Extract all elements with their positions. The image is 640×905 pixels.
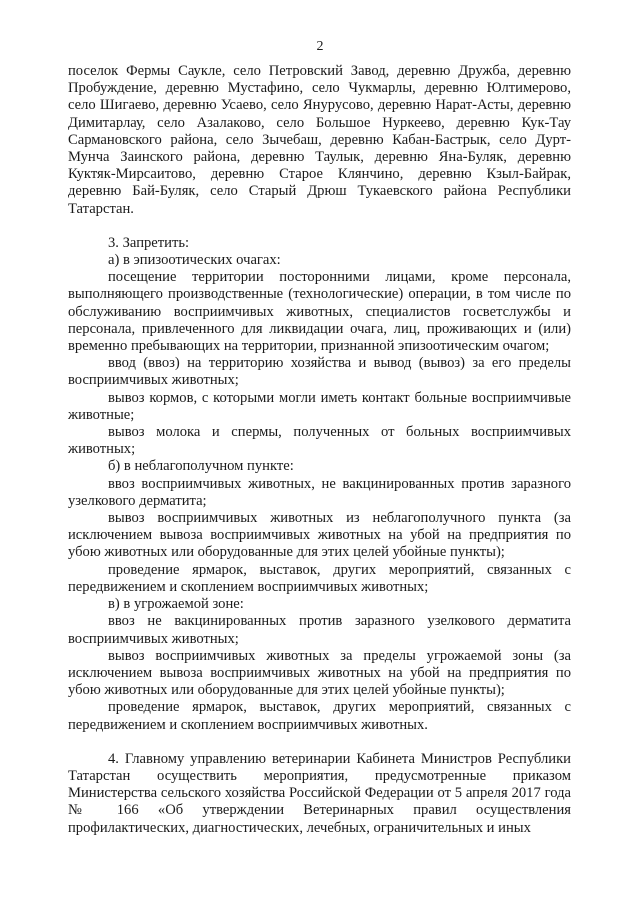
paragraph-a-milk-export: вывоз молока и спермы, полученных от больных восприимчивых животных; [68,424,571,458]
paragraph-settlements-list: поселок Фермы Саукле, село Петровский Завод, деревню Дружба, деревню Пробуждение, деревню Мустафино, село Чукмарлы, деревню Юлтимерово, село Шигаево, деревню Усаево, село Янурусово, деревню Нарат-Асты, деревню Димитарлау, село Азалаково, село Большое Нуркеево, деревню Кук-Тау Сармановского района, село Зычебаш, деревню Кабан-Бастрык, село Дурт-Мунча Заинского района, деревню Таулык, деревню Яна-Буляк, деревню Куктяк-Мирсаитово, деревню Старое Клянчино, деревню Кзыл-Байрак, деревню Бай-Буляк, село Старый Дрюш Тукаевского района Республики Татарстан. [68,63,571,217]
paragraph-c-import: ввоз не вакцинированных против заразного узелкового дерматита восприимчивых животных; [68,613,571,647]
paragraph-item-3-heading: 3. Запретить: [108,234,190,251]
paragraph-a-visiting: посещение территории посторонними лицами, кроме персонала, выполняющего производственные (технологические) операции, в том числе по обслуживанию восприимчивых животных, специалистов госветслужбы и персонала, привлеченного для ликвидации очага, лиц, проживающих и (или) временно пребывающих на территории, признанной эпизоотическим очагом; [68,269,571,355]
paragraph-item-4: 4. Главному управлению ветеринарии Кабинета Министров Республики Татарстан осуществить мероприятия, предусмотренные приказом Министерства сельского хозяйства Российской Федерации от 5 апреля 2017 года № 166 «Об утверждении Ветеринарных правил осуществления профилактических, диагностических, лечебных, ограничительных и иных [68,750,571,836]
paragraph-c-export: вывоз восприимчивых животных за пределы угрожаемой зоны (за исключением вывоза восприимчивых животных на убой на предприятия по убою животных или оборудованные для этих целей убойные пункты); [68,647,571,699]
paragraph-b-import: ввоз восприимчивых животных, не вакцинированных против заразного узелкового дерматита; [68,475,571,509]
paragraph-a-feed-export: вывоз кормов, с которыми могли иметь контакт больные восприимчивые животные; [68,389,571,423]
paragraph-subitem-b: б) в неблагополучном пункте: [108,458,294,475]
paragraph-b-export: вывоз восприимчивых животных из неблагополучного пункта (за исключением вывоза восприимчивых животных на убой на предприятия по убою животных или оборудованные для этих целей убойные пункты); [68,510,571,561]
paragraph-c-fairs: проведение ярмарок, выставок, других мероприятий, связанных с передвижением и скоплением восприимчивых животных. [68,699,571,733]
page-number: 2 [316,39,324,54]
paragraph-subitem-c: в) в угрожаемой зоне: [108,596,244,613]
paragraph-a-import-export: ввод (ввоз) на территорию хозяйства и вывод (вывоз) за его пределы восприимчивых животных; [68,355,571,389]
document-body [68,63,571,837]
paragraph-b-fairs: проведение ярмарок, выставок, других мероприятий, связанных с передвижением и скоплением восприимчивых животных; [68,561,571,595]
paragraph-subitem-a: а) в эпизоотических очагах: [108,252,281,269]
